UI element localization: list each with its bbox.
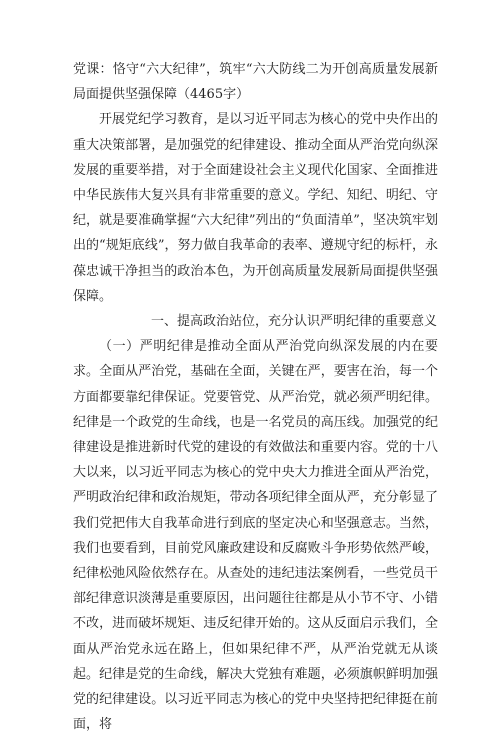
- intro-paragraph: 开展党纪学习教育，是以习近平同志为核心的党中央作出的重大决策部署，是加强党的纪律建设、推动全面从严治党向纵深发展的重要举措，对于全面建设社会主义现代化国家、全面推进中华民族伟大复兴具有非常重要的意义。学纪、知纪、明纪、守纪，就是要准确掌握“六大纪律”列出的“负面清单”，坚决筑牢划出的“规矩底线”，努力做自我革命的表率、遵规守纪的标杆，永葆忠诚干净担当的政治本色，为开创高质量发展新局面提供坚强保障。: [73, 112, 438, 304]
- document-title: 党课：恪守“六大纪律”，筑牢“六大防线二为开创高质量发展新局面提供坚强保障（4465字）: [73, 62, 438, 103]
- subsection-paragraph: （一）严明纪律是推动全面从严治党向纵深发展的内在要求。全面从严治党，基础在全面，关键在严，要害在治，每一个方面都要靠纪律保证。党要管党、从严治党，就必须严明纪律。纪律是一个政党的生命线，也是一名党员的高压线。加强党的纪律建设是推进新时代党的建设的有效做法和重要内容。党的十八大以来，以习近平同志为核心的党中央大力推进全面从严治党，严明政治纪律和政治规矩，带动各项纪律全面从严，充分彰显了我们党把伟大自我革命进行到底的坚定决心和坚强意志。当然，我们也要看到，目前党风廉政建设和反腐败斗争形势依然严峻，纪律松弛风险依然存在。从查处的违纪违法案例看，一些党员干部纪律意识淡薄是重要原因，出问题往往都是从小节不守、小错不改，进而破坏规矩、违反纪律开始的。这从反面启示我们，全面从严治党永远在路上，但如果纪律不严，从严治党就无从谈起。纪律是党的生命线，解决大党独有难题，必须旗帜鲜明加强党的纪律建设。以习近平同志为核心的党中央坚持把纪律挺在前面，将: [73, 339, 438, 733]
- section-heading: 一、提高政治站位，充分认识严明纪律的重要意义: [151, 314, 438, 330]
